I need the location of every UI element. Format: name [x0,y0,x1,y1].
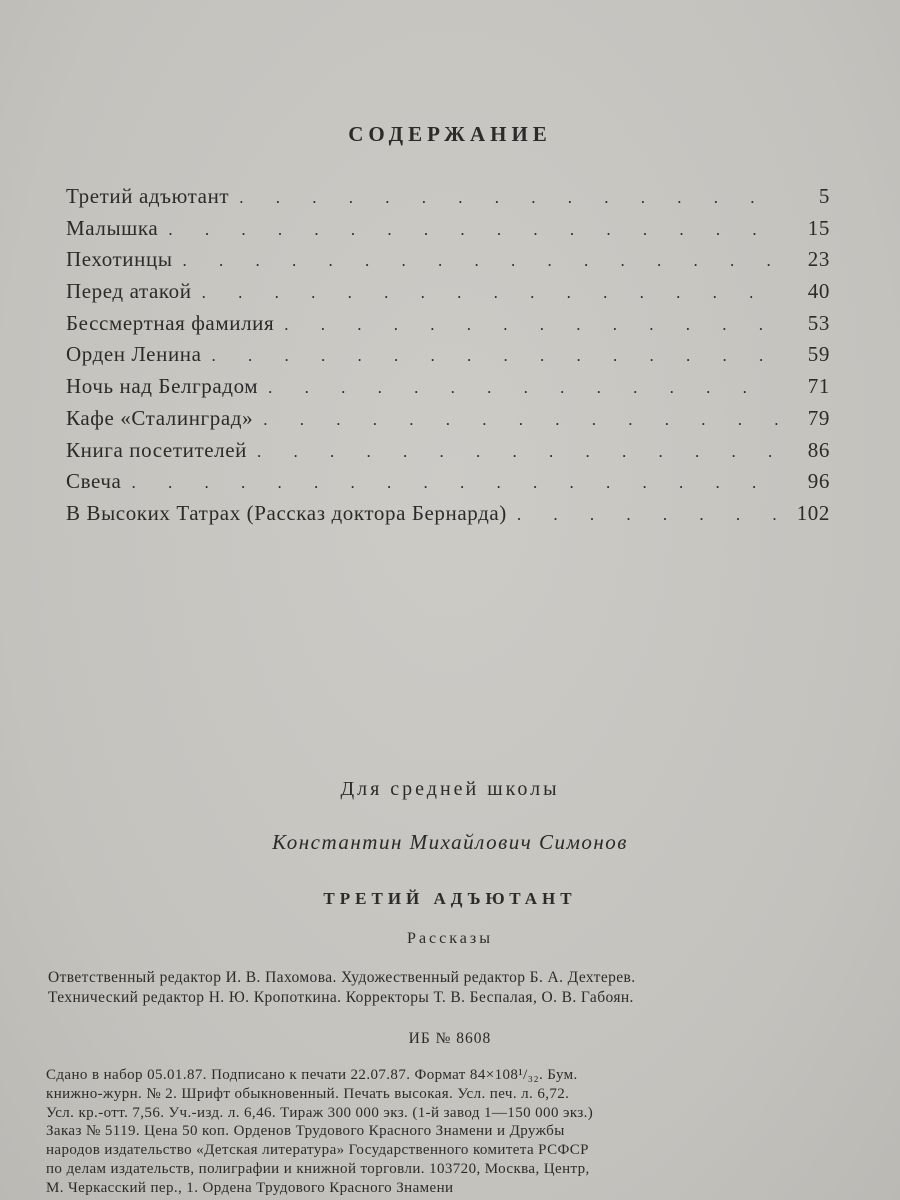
table-of-contents [66,184,830,533]
imprint-line: Сдано в набор 05.01.87. Подписано к печати 22.07.87. Формат 84×108¹/₃₂. Бум. [46,1067,578,1083]
imprint-line: М. Черкасский пер., 1. Ордена Трудового Красного Знамени [46,1179,454,1196]
book-title: ТРЕТИЙ АДЪЮТАНТ [323,889,577,908]
toc-leader-dots [263,410,780,430]
toc-entry-page: 71 [807,374,830,399]
toc-entry-page: 79 [807,405,830,430]
imprint-line: народов издательство «Детская литература» Государственного комитета РСФСР [46,1142,589,1159]
toc-entry-title: Малышка [66,215,159,240]
toc-entry-page: 59 [807,342,830,367]
toc-entry [66,469,830,501]
imprint-line: Усл. кр.-отт. 7,56. Уч.-изд. л. 6,46. Тираж 300 000 экз. (1-й завод 1—150 000 экз.) [46,1104,594,1121]
toc-leader-dots [257,442,780,462]
toc-entry [66,311,830,343]
credits-line: Ответственный редактор И. В. Пахомова. Художественный редактор Б. А. Дехтерев. [48,969,636,986]
toc-entry-title: Орден Ленина [66,342,202,367]
toc-entry [66,184,830,216]
toc-entry [66,438,830,470]
toc-leader-dots [183,251,780,271]
toc-entry-page: 40 [807,279,830,304]
toc-entry-page: 15 [807,215,830,240]
toc-leader-dots [517,505,780,525]
genre-label: Рассказы [407,930,493,947]
toc-entry-page: 5 [818,184,830,208]
toc-leader-dots [239,188,780,208]
credits-line: Технический редактор Н. Ю. Кропоткина. Корректоры Т. В. Беспалая, О. В. Габоян. [48,989,634,1006]
toc-leader-dots [268,378,780,398]
toc-entry [66,279,830,311]
toc-entry [66,247,830,279]
toc-leader-dots [202,283,780,303]
toc-entry-title: Ночь над Белградом [66,374,259,399]
toc-entry-title: Пехотинцы [66,247,173,272]
toc-leader-dots [131,473,780,493]
series-label: Для средней школы [340,778,560,800]
author-name: Константин Михайлович Симонов [272,830,628,854]
toc-entry-page: 86 [807,437,830,462]
toc-entry-title: Третий адъютант [66,184,230,208]
toc-entry [66,501,830,533]
toc-entry-page: 102 [796,500,830,525]
toc-entry [66,374,830,406]
toc-entry-title: Перед атакой [66,279,192,304]
toc-entry-title: Бессмертная фамилия [66,310,275,335]
toc-entry-title: Свеча [66,469,122,494]
toc-entry [66,406,830,438]
toc-leader-dots [212,346,780,366]
imprint-line: по делам издательств, полиграфии и книжной торговли. 103720, Москва, Центр, [46,1160,590,1177]
toc-entry [66,342,830,374]
toc-entry-title: Книга посетителей [66,437,247,462]
imprint-block [46,1066,836,1198]
ib-number: ИБ № 8608 [408,1030,492,1047]
imprint-line: книжно-журн. № 2. Шрифт обыкновенный. Печать высокая. Усл. печ. л. 6,72. [46,1085,570,1102]
editorial-credits [48,968,838,1008]
imprint-line: Заказ № 5119. Цена 50 коп. Орденов Трудового Красного Знамени и Дружбы [46,1123,565,1140]
toc-entry [66,216,830,248]
toc-entry-page: 96 [807,469,830,494]
toc-leader-dots [284,315,780,335]
toc-entry-page: 23 [807,247,830,272]
toc-heading: СОДЕРЖАНИЕ [348,122,552,146]
toc-entry-title: В Высоких Татрах (Рассказ доктора Бернарда) [66,500,507,525]
toc-entry-title: Кафе «Сталинград» [66,405,254,430]
toc-entry-page: 53 [807,310,830,335]
toc-leader-dots [168,220,780,240]
